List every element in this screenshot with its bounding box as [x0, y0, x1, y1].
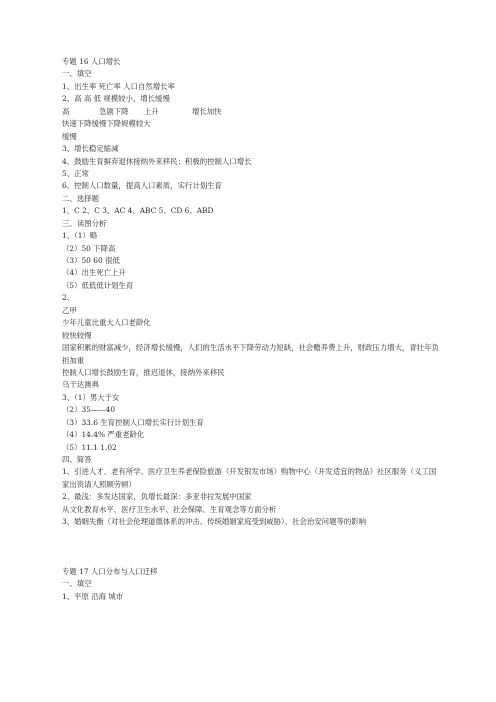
- section-16-title: 专题 16 人口增长: [62, 57, 121, 66]
- answer-line: 2、最浅：多发达国家，负增长最深：多亚非拉发展中国家: [62, 492, 252, 502]
- answer-line: 4、鼓励生育摒弃退休接纳外来移民；积极的控制人口增长: [62, 156, 252, 166]
- answer-line: 缓慢: [62, 131, 77, 141]
- answer-cell: 高: [62, 106, 70, 116]
- heading-short-answer: 四、简答: [62, 455, 92, 465]
- answer-line: 1、平原 沿海 城市: [62, 591, 124, 601]
- heading-choice: 二、选择题: [62, 193, 99, 203]
- answer-line: 1、C 2、C 3、AC 4、ABC 5、CD 6、ABD: [62, 206, 214, 216]
- document-page: [62, 56, 442, 603]
- heading-chart-analysis: 三、读图分析: [62, 218, 107, 228]
- answer-line: 乌干达澳典: [62, 380, 99, 390]
- answer-line: 从文化教育水平、医疗卫生水平、社会保障、生育观念等方面分析: [62, 504, 277, 514]
- answer-line: 3、（1）男大于女: [62, 392, 120, 402]
- answer-line: 较快较慢: [62, 330, 92, 340]
- answer-line: 2、: [62, 293, 75, 303]
- answer-line: 控制人口增长鼓励生育，推迟退休，接纳外来移民: [62, 367, 225, 377]
- answer-line: （4）出生死亡上升: [62, 268, 126, 278]
- answer-line: 快速下降缓慢下降规模较大: [62, 119, 151, 129]
- answer-line: 乙甲: [62, 305, 77, 315]
- answer-line: （4）14.4% 严重老龄化: [62, 430, 145, 440]
- answer-cell: 上升: [144, 106, 159, 116]
- answer-line: 6、控制人口数量，提高人口素质，实行计划生育: [62, 181, 222, 191]
- answer-line: （2）35——40: [62, 405, 116, 415]
- section-gap: [62, 529, 442, 566]
- answer-line: （5）低低低计划生育: [62, 280, 134, 290]
- answer-row: [62, 106, 442, 118]
- section-17-title: 专题 17 人口分布与人口迁移: [62, 566, 158, 576]
- answer-line: （3）50 60 很低: [62, 256, 120, 265]
- answer-cell: 急剧下降: [99, 106, 129, 116]
- answer-line: （2）50 下降高: [62, 243, 116, 253]
- answer-line: 2、高 高 低 规模较小，增长缓慢: [62, 94, 170, 104]
- answer-paragraph: 1、引进人才、老有所学、医疗卫生养老保险旅游（开发银发市场）购物中心（开发适宜的物品）社区服务（义工国家出资请人照顾劳顿）: [62, 467, 437, 489]
- answer-line: 少年儿童比重大人口老龄化: [62, 318, 151, 328]
- answer-cell: 增长加快: [192, 106, 222, 116]
- answer-line: 5、正常: [62, 168, 89, 178]
- answer-line: 3、增长稳定缩减: [62, 144, 119, 154]
- answer-line: （3）33.6 生育控制人口增长实行计划生育: [62, 417, 204, 427]
- answer-paragraph: 3、婚姻失衡（对社会伦理道德体系的冲击、传统婚姻家庭受到威胁）、社会治安问题等的影响: [62, 517, 367, 527]
- answer-paragraph: 国家积累的财富减少，经济增长缓慢，人们的生活水平下降劳动力短缺，社会赡养费上升，财政压力增大，青壮年负担加重: [62, 343, 439, 365]
- heading-fill-blank: 一、填空: [62, 69, 92, 79]
- answer-line: （5）11.1 1.02: [62, 442, 117, 452]
- answer-line: 1、（1）略: [62, 231, 98, 241]
- heading-fill-blank: 一、填空: [62, 579, 92, 589]
- answer-line: 1、出生率 死亡率 人口自然增长率: [62, 81, 175, 91]
